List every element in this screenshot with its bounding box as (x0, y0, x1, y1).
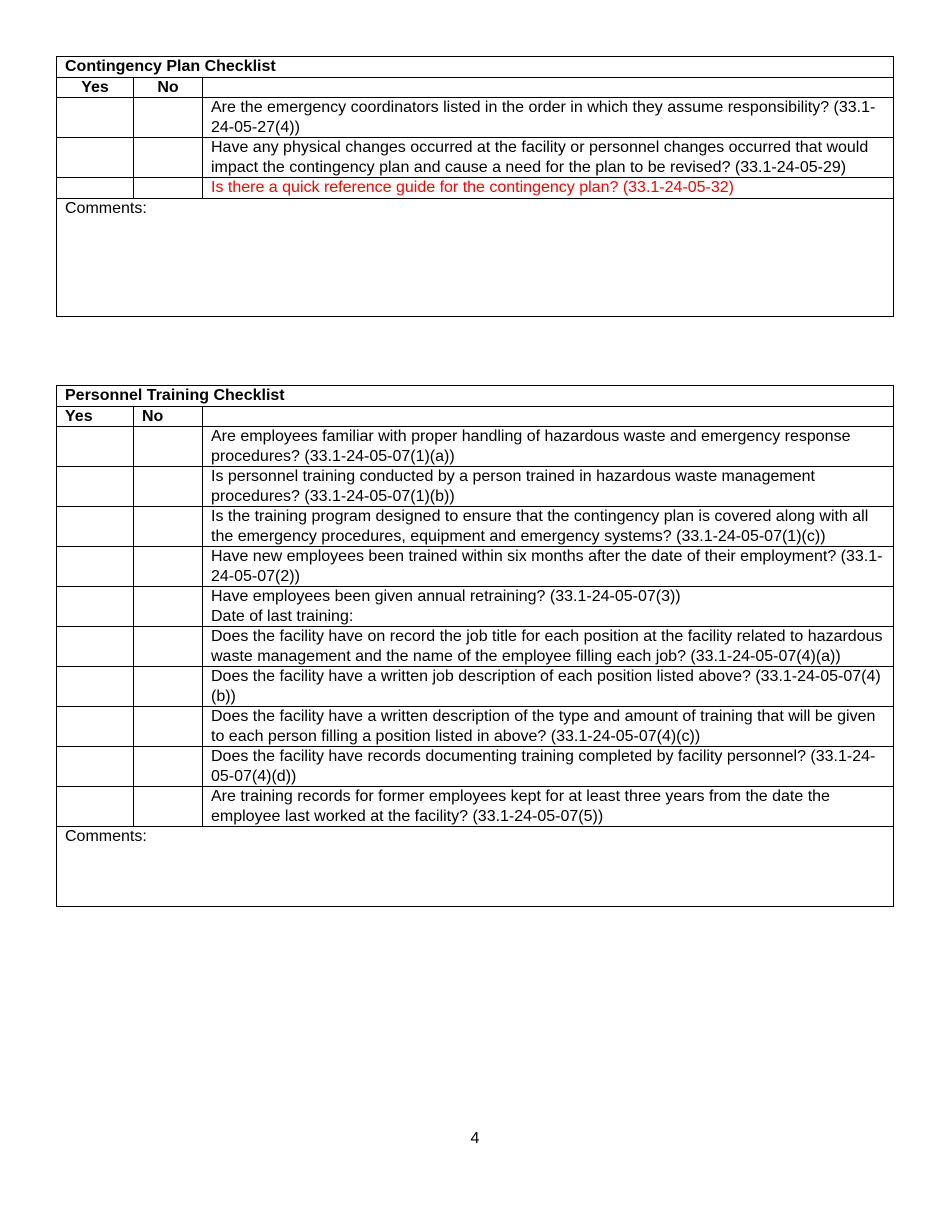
no-header: No (134, 77, 203, 98)
no-cell[interactable] (134, 667, 203, 707)
yes-cell[interactable] (57, 547, 134, 587)
question-text: Have any physical changes occurred at the facility or personnel changes occurred that would impact the contingency plan and cause a need for the plan to be revised? (33.1-24-05-29) (203, 138, 894, 178)
question-text: Does the facility have a written job description of each position listed above? (33.1-24-05-07(4)(b)) (203, 667, 894, 707)
yes-cell[interactable] (57, 747, 134, 787)
table-row (57, 547, 894, 587)
table-row (57, 427, 894, 467)
yes-cell[interactable] (57, 627, 134, 667)
question-text-highlighted: Is there a quick reference guide for the contingency plan? (33.1-24-05-32) (203, 178, 894, 199)
yes-header: Yes (57, 77, 134, 98)
no-header: No (134, 406, 203, 427)
table-row (57, 667, 894, 707)
no-cell[interactable] (134, 547, 203, 587)
question-text: Does the facility have on record the job title for each position at the facility related to hazardous waste management and the name of the employee filling each job? (33.1-24-05-07(4)(a)) (203, 627, 894, 667)
yes-cell[interactable] (57, 138, 134, 178)
comments-box[interactable] (57, 198, 894, 316)
question-header (203, 77, 894, 98)
table-row (57, 707, 894, 747)
table-row (57, 467, 894, 507)
table-row (57, 507, 894, 547)
no-cell[interactable] (134, 747, 203, 787)
table-row (57, 787, 894, 827)
yes-cell[interactable] (57, 178, 134, 199)
yes-cell[interactable] (57, 98, 134, 138)
contingency-title: Contingency Plan Checklist (57, 57, 894, 78)
question-text: Are the emergency coordinators listed in the order in which they assume responsibility? (33.1-24-05-27(4)) (203, 98, 894, 138)
no-cell[interactable] (134, 138, 203, 178)
yes-cell[interactable] (57, 467, 134, 507)
comments-box[interactable] (57, 827, 894, 907)
last-training-label: Date of last training: (211, 607, 354, 625)
table-row (57, 138, 894, 178)
table-row (57, 627, 894, 667)
question-text (203, 587, 894, 627)
no-cell[interactable] (134, 787, 203, 827)
no-cell[interactable] (134, 178, 203, 199)
no-cell[interactable] (134, 627, 203, 667)
yes-cell[interactable] (57, 707, 134, 747)
table-row (57, 587, 894, 627)
no-cell[interactable] (134, 707, 203, 747)
question-text: Have new employees been trained within six months after the date of their employment? (33.1-24-05-07(2)) (203, 547, 894, 587)
table-row (57, 178, 894, 199)
page-number: 4 (470, 1130, 480, 1147)
question-text: Does the facility have records documenting training completed by facility personnel? (33.1-24-05-07(4)(d)) (203, 747, 894, 787)
contingency-plan-checklist (56, 56, 894, 317)
no-cell[interactable] (134, 587, 203, 627)
yes-cell[interactable] (57, 507, 134, 547)
no-cell[interactable] (134, 467, 203, 507)
personnel-training-checklist (56, 385, 894, 907)
table-row (57, 98, 894, 138)
yes-cell[interactable] (57, 787, 134, 827)
question-text: Are employees familiar with proper handling of hazardous waste and emergency response procedures? (33.1-24-05-07(1)(a)) (203, 427, 894, 467)
table-row (57, 747, 894, 787)
question-text: Is the training program designed to ensure that the contingency plan is covered along with all the emergency procedures, equipment and emergency systems? (33.1-24-05-07(1)(c)) (203, 507, 894, 547)
comments-label: Comments: (65, 828, 147, 845)
no-cell[interactable] (134, 427, 203, 467)
yes-cell[interactable] (57, 427, 134, 467)
yes-cell[interactable] (57, 667, 134, 707)
question-header (203, 406, 894, 427)
question-line: Have employees been given annual retraining? (33.1-24-05-07(3)) (211, 588, 681, 605)
question-text: Does the facility have a written description of the type and amount of training that will be given to each person filling a position listed in above? (33.1-24-05-07(4)(c)) (203, 707, 894, 747)
yes-header: Yes (57, 406, 134, 427)
question-text: Is personnel training conducted by a person trained in hazardous waste management procedures? (33.1-24-05-07(1)(b)) (203, 467, 894, 507)
yes-cell[interactable] (57, 587, 134, 627)
comments-label: Comments: (65, 199, 147, 217)
question-text: Are training records for former employees kept for at least three years from the date the employee last worked at the facility? (33.1-24-05-07(5)) (203, 787, 894, 827)
no-cell[interactable] (134, 507, 203, 547)
no-cell[interactable] (134, 98, 203, 138)
training-title: Personnel Training Checklist (57, 386, 894, 407)
